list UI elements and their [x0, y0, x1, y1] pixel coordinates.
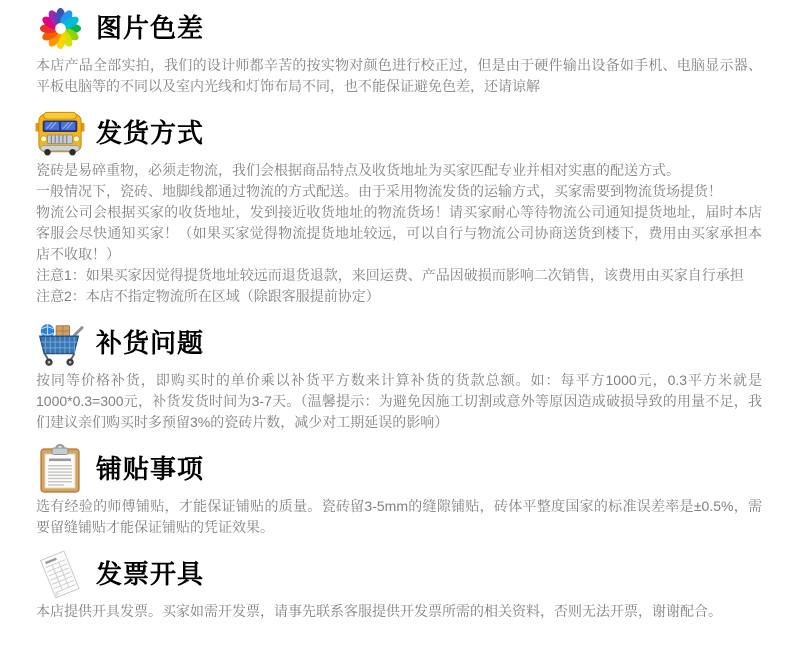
- section-paragraph: 一般情况下，瓷砖、地脚线都通过物流的方式配送。由于采用物流发货的运输方式，买家需要到物流货场提货！: [36, 183, 722, 199]
- section-paragraph: 按同等价格补货，即购买时的单价乘以补货平方数来计算补货的货款总额。如：每平方1000元，0.3平方米就是1000*0.3=300元，补货发货时间为3-7天。（温馨提示：为避免因施工切割或意外等原因造成破损导致的用量不足，我们建议亲们购买时多预留3%的瓷砖片数，减少对工期延误的影响）: [36, 372, 762, 430]
- section-paragraph: 注意1：如果买家因觉得提货地址较远而退货退款，来回运费、产品因破损而影响二次销售，该费用由买家自行承担: [36, 267, 744, 283]
- section-title: 铺贴事项: [96, 454, 205, 484]
- section-body: [36, 601, 762, 622]
- section-title: 图片色差: [96, 13, 205, 43]
- section-header: [34, 3, 790, 53]
- section-header: [34, 108, 790, 158]
- section-tiling-notes: [0, 444, 790, 538]
- section-header: [34, 318, 790, 368]
- section-paragraph: 本店提供开具发票。买家如需开发票，请事先联系客服提供开发票所需的相关资料，否则无法开票，谢谢配合。: [36, 603, 722, 619]
- truck-icon: [34, 108, 86, 158]
- section-paragraph: 选有经验的师傅铺贴，才能保证铺贴的质量。瓷砖留3-5mm的缝隙铺贴，砖体平整度国家的标准误差率是±0.5%，需要留缝铺贴才能保证铺贴的凭证效果。: [36, 498, 762, 535]
- section-title: 补货问题: [96, 328, 205, 358]
- section-paragraph: 物流公司会根据买家的收货地址，发到接近收货地址的物流货场！请买家耐心等待物流公司通知提货地址，届时本店客服会尽快通知买家！（如果买家觉得物流提货地址较远，可以自行与物流公司协商送货到楼下，费用由买家承担本店不收取！）: [36, 204, 762, 262]
- invoice-icon: [34, 549, 86, 599]
- section-shipping-method: [0, 108, 790, 307]
- clipboard-icon: [34, 444, 86, 494]
- section-title: 发货方式: [96, 118, 205, 148]
- section-body: [36, 496, 762, 538]
- section-body: [36, 55, 762, 97]
- section-paragraph: 本店产品全部实拍，我们的设计师都辛苦的按实物对颜色进行校正过，但是由于硬件输出设备如手机、电脑显示器、平板电脑等的不同以及室内光线和灯饰布局不同，也不能保证避免色差，还请谅解: [36, 57, 762, 94]
- pinwheel-icon: [34, 3, 86, 53]
- shopping-cart-icon: [34, 318, 86, 368]
- section-restock: [0, 318, 790, 433]
- section-header: [34, 444, 790, 494]
- section-header: [34, 549, 790, 599]
- section-title: 发票开具: [96, 559, 205, 589]
- section-paragraph: 注意2：本店不指定物流所在区域（除跟客服提前协定）: [36, 288, 380, 304]
- section-paragraph: 瓷砖是易碎重物，必须走物流，我们会根据商品特点及收货地址为买家匹配专业并相对实惠的配送方式。: [36, 162, 680, 178]
- section-body: [36, 160, 762, 307]
- section-color-difference: [0, 3, 790, 97]
- section-body: [36, 370, 762, 433]
- section-invoice: [0, 549, 790, 622]
